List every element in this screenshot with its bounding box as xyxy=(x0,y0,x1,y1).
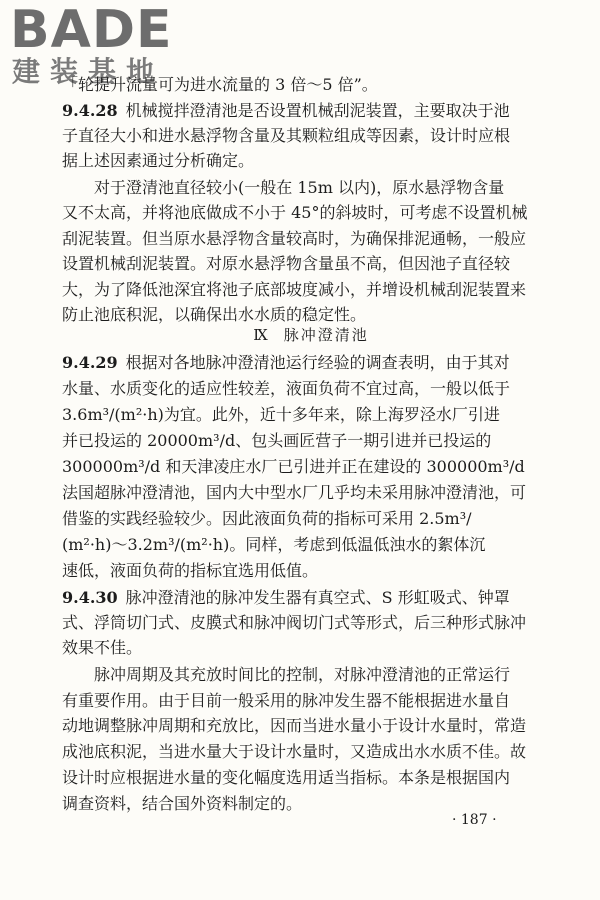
text-line: 脉冲周期及其充放时间比的控制，对脉冲澄清池的正常运行 xyxy=(94,665,511,684)
clause-number: 9.4.30 xyxy=(62,588,118,607)
text-line: 有重要作用。由于目前一般采用的脉冲发生器不能根据进水量自 xyxy=(62,691,511,710)
page-number: · 187 · xyxy=(452,812,497,828)
text-line: 子直径大小和进水悬浮物含量及其颗粒组成等因素，设计时应根 xyxy=(62,126,511,145)
clause-number: 9.4.29 xyxy=(62,353,118,372)
text-line: (m²·h)～3.2m³/(m²·h)。同样，考虑到低温低浊水的絮体沉 xyxy=(62,535,486,554)
text-line: 效果不佳。 xyxy=(62,638,143,657)
clause-9-4-28-line xyxy=(62,99,560,123)
watermark-brand: BADE xyxy=(10,0,173,60)
section-roman-numeral: Ⅸ xyxy=(253,326,270,344)
text-line: 3.6m³/(m²·h)为宜。此外，近十多年来，除上海罗泾水厂引进 xyxy=(62,405,500,424)
text-line: 水量、水质变化的适应性较差，液面负荷不宜过高，一般以低于 xyxy=(62,379,511,398)
section-heading xyxy=(62,324,560,346)
text-line: 对于澄清池直径较小(一般在 15m 以内)，原水悬浮物含量 xyxy=(94,178,505,197)
text-line: 调查资料，结合国外资料制定的。 xyxy=(62,794,303,813)
text-line: 又不太高，并将池底做成不小于 45°的斜坡时，可考虑不设置机械 xyxy=(62,203,528,222)
text-line: 据上述因素通过分析确定。 xyxy=(62,151,255,170)
watermark-subtitle: 建装基地 xyxy=(12,55,165,88)
text-line: 速低，液面负荷的指标宜选用低值。 xyxy=(62,561,319,580)
clause-number: 9.4.28 xyxy=(62,101,118,120)
text-line: 设计时应根据进水量的变化幅度选用适当指标。本条是根据国内 xyxy=(62,768,511,787)
text-line: 式、浮筒切门式、皮膜式和脉冲阀切门式等形式，后三种形式脉冲 xyxy=(62,613,527,632)
text-line: 设置机械刮泥装置。对原水悬浮物含量虽不高，但因池子直径较 xyxy=(62,254,511,273)
text-line: 「轮提升流量可为进水流量的 3 倍～5 倍”。 xyxy=(62,75,378,94)
text-line: 借鉴的实践经验较少。因此液面负荷的指标可采用 2.5m³/ xyxy=(62,509,472,528)
text-line: 防止池底积泥，以确保出水水质的稳定性。 xyxy=(62,305,367,324)
text-line: 并已投运的 20000m³/d、包头画匠营子一期引进并已投运的 xyxy=(62,431,492,450)
text-line: 成池底积泥，当进水量大于设计水量时，又造成出水水质不佳。故 xyxy=(62,742,527,761)
text-line: 法国超脉冲澄清池，国内大中型水厂几乎均未采用脉冲澄清池，可 xyxy=(62,483,527,502)
text-line: 大，为了降低池深宜将池子底部坡度减小，并增设机械刮泥装置来 xyxy=(62,280,527,299)
clause-9-4-29-line xyxy=(62,351,560,375)
text-line: 刮泥装置。但当原水悬浮物含量较高时，为确保排泥通畅，一般应 xyxy=(62,229,527,248)
clause-9-4-30-line xyxy=(62,586,560,610)
text-line: 机械搅拌澄清池是否设置机械刮泥装置，主要取决于池 xyxy=(125,101,510,120)
text-line: 动地调整脉冲周期和充放比，因而当进水量小于设计水量时，常造 xyxy=(62,716,527,735)
section-title: 脉冲澄清池 xyxy=(283,326,369,344)
text-line: 脉冲澄清池的脉冲发生器有真空式、S 形虹吸式、钟罩 xyxy=(125,588,510,607)
text-line: 根据对各地脉冲澄清池运行经验的调查表明，由于其对 xyxy=(125,353,510,372)
text-line: 300000m³/d 和天津凌庄水厂已引进并正在建设的 300000m³/d xyxy=(62,457,525,476)
